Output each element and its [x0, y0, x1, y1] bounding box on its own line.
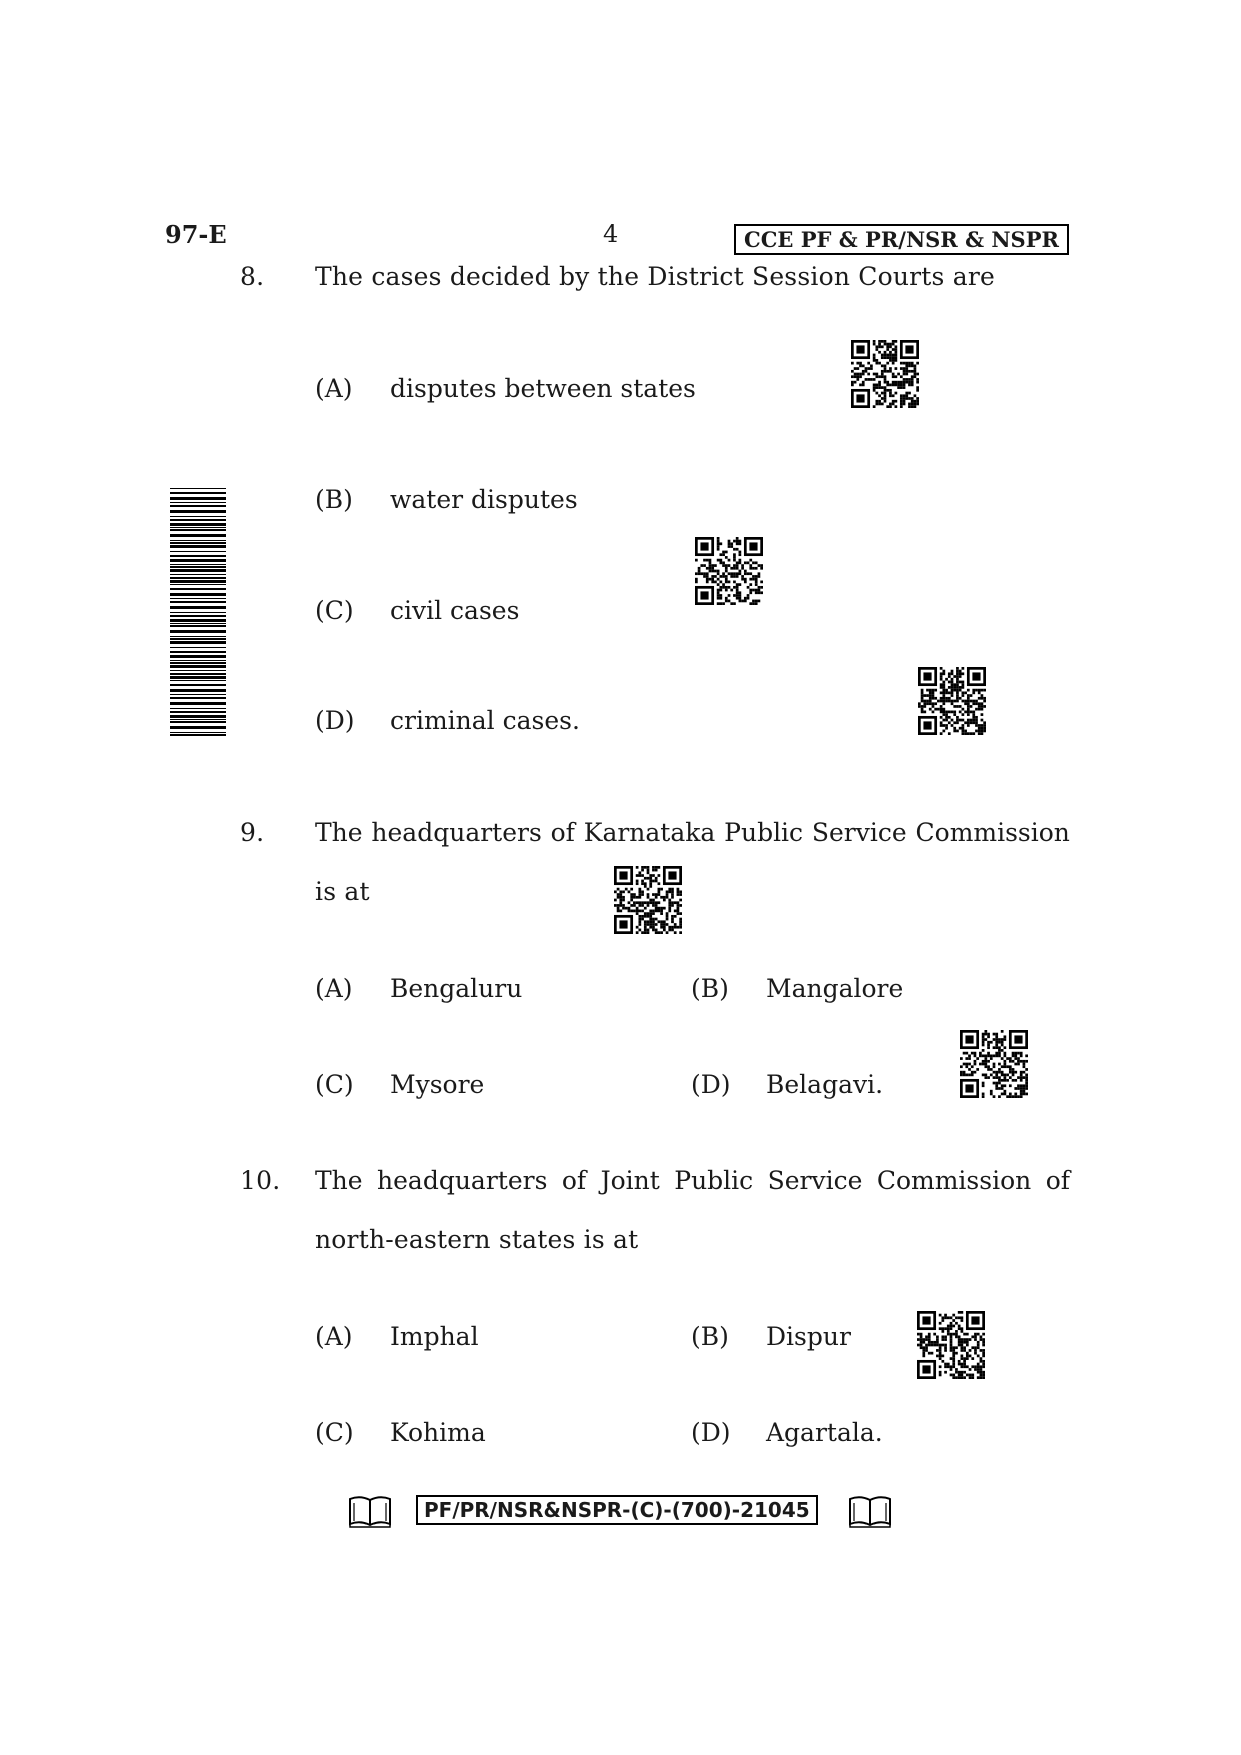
- q10-option-b-letter: (B): [691, 1322, 729, 1351]
- qr-code-icon: [851, 340, 919, 408]
- q8-option-b-text: water disputes: [390, 485, 578, 514]
- question-10-number: 10.: [240, 1166, 281, 1195]
- qr-code-icon: [960, 1030, 1028, 1098]
- qr-code-icon: [917, 1311, 985, 1379]
- q10-line1-word: of: [1045, 1166, 1070, 1195]
- q10-line1-word: The: [315, 1166, 363, 1195]
- question-9-line1: [315, 818, 1070, 847]
- q8-option-a-text: disputes between states: [390, 374, 696, 403]
- q10-line1-word: of: [561, 1166, 587, 1195]
- q10-option-d-text: Agartala.: [766, 1418, 883, 1447]
- qr-code-icon: [918, 667, 986, 735]
- q9-line1-word: Commission: [915, 818, 1070, 847]
- q9-line1-word: of: [550, 818, 575, 847]
- footer-code: PF/PR/NSR&NSPR-(C)-(700)-21045: [416, 1495, 818, 1525]
- q8-option-a-letter: (A): [315, 374, 353, 403]
- barcode-icon: [170, 488, 226, 736]
- q10-option-c-letter: (C): [315, 1418, 354, 1447]
- q9-line1-word: The: [315, 818, 363, 847]
- exam-label: CCE PF & PR/NSR & NSPR: [734, 224, 1069, 255]
- q10-option-d-letter: (D): [691, 1418, 731, 1447]
- question-10-line2: north-eastern states is at: [315, 1225, 639, 1254]
- q8-option-d-text: criminal cases.: [390, 706, 580, 735]
- question-8-text: The cases decided by the District Session Courts are: [315, 262, 995, 291]
- q10-line1-word: Service: [767, 1166, 863, 1195]
- question-10-line1: [315, 1166, 1070, 1195]
- q8-option-d-letter: (D): [315, 706, 355, 735]
- q9-line1-word: Service: [811, 818, 907, 847]
- qr-code-icon: [695, 537, 763, 605]
- q8-option-b-letter: (B): [315, 485, 353, 514]
- q9-line1-word: Public: [724, 818, 804, 847]
- question-9-number: 9.: [240, 818, 265, 847]
- q9-option-d-letter: (D): [691, 1070, 731, 1099]
- q9-option-b-text: Mangalore: [766, 974, 904, 1003]
- question-8-number: 8.: [240, 262, 265, 291]
- q10-line1-word: Joint: [600, 1166, 660, 1195]
- open-book-icon: [348, 1494, 392, 1528]
- q10-line1-word: headquarters: [377, 1166, 548, 1195]
- q10-option-c-text: Kohima: [390, 1418, 486, 1447]
- paper-code: 97-E: [165, 220, 227, 249]
- q8-option-c-text: civil cases: [390, 596, 520, 625]
- q9-line1-word: headquarters: [371, 818, 542, 847]
- q10-line1-word: Public: [674, 1166, 754, 1195]
- q9-option-d-text: Belagavi.: [766, 1070, 884, 1099]
- q9-option-c-letter: (C): [315, 1070, 354, 1099]
- q10-option-a-text: Imphal: [390, 1322, 479, 1351]
- q9-option-a-letter: (A): [315, 974, 353, 1003]
- open-book-icon: [848, 1494, 892, 1528]
- q9-line1-word: Karnataka: [583, 818, 716, 847]
- q9-option-b-letter: (B): [691, 974, 729, 1003]
- qr-code-icon: [614, 866, 682, 934]
- q10-option-a-letter: (A): [315, 1322, 353, 1351]
- q9-option-c-text: Mysore: [390, 1070, 485, 1099]
- q8-option-c-letter: (C): [315, 596, 354, 625]
- q10-line1-word: Commission: [876, 1166, 1032, 1195]
- question-9-line2: is at: [315, 877, 370, 906]
- page-number: 4: [603, 220, 619, 248]
- q10-option-b-text: Dispur: [766, 1322, 851, 1351]
- q9-option-a-text: Bengaluru: [390, 974, 523, 1003]
